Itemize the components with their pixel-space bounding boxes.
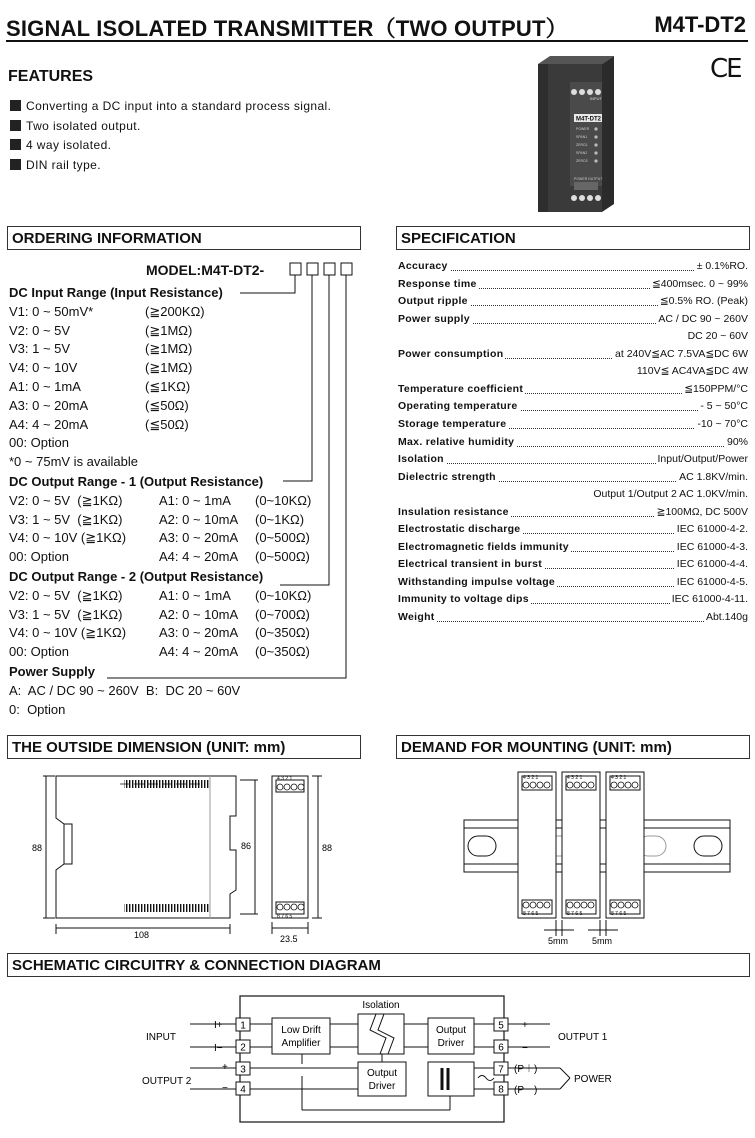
- page-header: [6, 10, 748, 42]
- spec-label: Max. relative humidity: [398, 435, 515, 448]
- spec-value: Abt.140g: [705, 611, 748, 623]
- leader-dots: [398, 621, 748, 622]
- list-item: A4: 4 ~ 20mA (≦50Ω): [9, 416, 189, 432]
- spec-row: [398, 453, 748, 469]
- output2-heading: DC Output Range - 2 (Output Resistance): [9, 568, 264, 584]
- output1-heading: DC Output Range - 1 (Output Resistance): [9, 473, 264, 489]
- spec-table: [398, 260, 748, 640]
- output1-label: OUTPUT 1: [558, 1032, 608, 1043]
- dim-height-outer: 88: [32, 843, 43, 853]
- front-terminal-bottom-label: 8 7 6 5: [277, 914, 293, 920]
- list-item: V2: 0 ~ 5V (≧1KΩ) A1: 0 ~ 1mA (0~10KΩ): [9, 587, 312, 603]
- spec-value: AC 1.8KV/min.: [679, 470, 748, 483]
- spec-label: Weight: [398, 611, 435, 623]
- feature-item: Converting a DC input into a standard process signal.: [10, 97, 331, 117]
- spec-row: [398, 313, 748, 329]
- spec-row: [398, 488, 748, 504]
- driver2-label-1: Output: [366, 1068, 398, 1079]
- dimension-drawing: [0, 760, 370, 950]
- mount-gap-2: 5mm: [592, 936, 612, 946]
- list-item: V3: 1 ~ 5V (≧1KΩ) A2: 0 ~ 10mA (0~1KΩ): [9, 511, 305, 527]
- svg-text:8 7 6 5: 8 7 6 5: [611, 911, 627, 917]
- power-supply-heading: Power Supply: [9, 663, 95, 679]
- spec-row: [398, 593, 748, 609]
- ordering-section-header: [7, 226, 361, 250]
- spec-row: [398, 471, 748, 487]
- spec-label: Response time: [398, 277, 477, 290]
- spec-value: 90%: [726, 435, 748, 448]
- list-item: 00: Option A4: 4 ~ 20mA (0~500Ω): [9, 549, 310, 565]
- spec-row: [398, 611, 748, 627]
- features-list: [10, 97, 331, 175]
- spec-row: [398, 541, 748, 557]
- spec-value: ± 0.1%RO.: [696, 260, 748, 272]
- svg-text:SPAN2: SPAN2: [576, 151, 588, 155]
- svg-text:4 3 2 1: 4 3 2 1: [611, 775, 627, 781]
- mount-gap-1: 5mm: [548, 936, 568, 946]
- spec-value: - 5 ~ 50°C: [700, 400, 748, 413]
- spec-row: [398, 365, 748, 381]
- feature-item: Two isolated output.: [10, 117, 331, 137]
- list-item: V3: 1 ~ 5V (≧1MΩ): [9, 341, 193, 357]
- driver2-label-2: Driver: [368, 1081, 396, 1092]
- output2-minus: −: [222, 1083, 228, 1094]
- mounting-section-header: [396, 735, 750, 759]
- spec-heading: SPECIFICATION: [401, 230, 516, 247]
- pin-3: 3: [240, 1064, 246, 1076]
- spec-value: at 240V≦AC 7.5VA≦DC 6W: [615, 347, 748, 360]
- page-title: SIGNAL ISOLATED TRANSMITTER（TWO OUTPUT）: [6, 16, 568, 41]
- features-heading: FEATURES: [8, 68, 94, 85]
- spec-value: IEC 61000-4-2.: [676, 523, 748, 536]
- ordering-heading: ORDERING INFORMATION: [12, 230, 202, 247]
- svg-text:POWER: POWER: [576, 127, 590, 131]
- spec-value: Output 1/Output 2 AC 1.0KV/min.: [593, 488, 748, 501]
- model-code: MODEL:M4T-DT2-: [146, 262, 265, 278]
- list-item: 00: Option: [9, 435, 69, 451]
- spec-row: [398, 436, 748, 452]
- list-item: V4: 0 ~ 10V (≧1KΩ) A3: 0 ~ 20mA (0~500Ω): [9, 530, 310, 546]
- svg-text:POWER: POWER: [574, 177, 588, 181]
- input-range-list: [9, 303, 359, 472]
- bullet-square-icon: [10, 159, 21, 170]
- dim-height-front: 88: [322, 843, 333, 853]
- output2-list: [9, 587, 359, 662]
- spec-label: Dielectric strength: [398, 470, 496, 483]
- spec-section-header: [396, 226, 750, 250]
- ce-mark-icon: CE: [710, 54, 741, 84]
- spec-label: Isolation: [398, 453, 444, 466]
- dim-width-side: 108: [134, 930, 150, 940]
- spec-row: [398, 278, 748, 294]
- feature-item: DIN rail type.: [10, 156, 331, 176]
- amp-label-1: Low Drift: [281, 1025, 321, 1036]
- input-range-heading: DC Input Range (Input Resistance): [9, 285, 223, 300]
- spec-value: 110V≦ AC4VA≦DC 4W: [636, 365, 748, 378]
- dim-width-front: 23.5: [280, 934, 298, 944]
- svg-text:ZERO2: ZERO2: [576, 159, 588, 163]
- driver1-label-1: Output: [435, 1025, 467, 1036]
- spec-value: ≦0.5% RO. (Peak): [659, 295, 748, 308]
- spec-label: Storage temperature: [398, 417, 507, 430]
- svg-text:ZERO1: ZERO1: [576, 143, 588, 147]
- spec-label: Power supply: [398, 312, 470, 325]
- spec-label: Electromagnetic fields immunity: [398, 540, 569, 553]
- list-item: V4: 0 ~ 10V (≧1KΩ) A3: 0 ~ 20mA (0~350Ω): [9, 625, 310, 641]
- pin-7: 7: [498, 1064, 504, 1076]
- spec-label: Insulation resistance: [398, 505, 509, 518]
- bullet-square-icon: [10, 100, 21, 111]
- pin-8: 8: [498, 1084, 504, 1096]
- spec-label: Immunity to voltage dips: [398, 593, 529, 606]
- spec-label: Withstanding impulse voltage: [398, 575, 556, 588]
- product-input-label: INPUT: [590, 96, 602, 101]
- pin-5: 5: [498, 1020, 504, 1032]
- pin-4: 4: [240, 1084, 246, 1096]
- spec-label: Output ripple: [398, 295, 468, 308]
- bullet-square-icon: [10, 120, 21, 131]
- spec-label: Accuracy: [398, 260, 448, 272]
- spec-value: DC 20 ~ 60V: [687, 330, 748, 343]
- list-item: V4: 0 ~ 10V (≧1MΩ): [9, 360, 193, 376]
- spec-value: IEC 61000-4-4.: [676, 558, 748, 571]
- spec-row: [398, 348, 748, 364]
- mounting-heading: DEMAND FOR MOUNTING (UNIT: mm): [401, 739, 672, 756]
- spec-value: IEC 61000-4-11.: [671, 593, 748, 606]
- spec-value: AC / DC 90 ~ 260V: [658, 312, 748, 325]
- amp-label-2: Amplifier: [281, 1038, 321, 1049]
- svg-text:SPAN1: SPAN1: [576, 135, 588, 139]
- power-plus: (P＋): [514, 1064, 538, 1075]
- list-item: A1: 0 ~ 1mA (≦1KΩ): [9, 378, 191, 394]
- driver1-label-2: Driver: [437, 1038, 465, 1049]
- power-minus: (P－): [514, 1085, 538, 1096]
- input-plus: I+: [214, 1020, 223, 1031]
- spec-row: [398, 295, 748, 311]
- spec-value: -10 ~ 70°C: [697, 417, 748, 430]
- dimension-section-header: [7, 735, 361, 759]
- pin-6: 6: [498, 1042, 504, 1054]
- svg-text:8 7 6 5: 8 7 6 5: [567, 911, 583, 917]
- dimension-heading: THE OUTSIDE DIMENSION (UNIT: mm): [12, 739, 286, 756]
- power-supply-line: 0: Option: [9, 701, 66, 717]
- spec-row: [398, 383, 748, 399]
- feature-item: 4 way isolated.: [10, 136, 331, 156]
- spec-row: [398, 330, 748, 346]
- spec-label: Temperature coefficient: [398, 382, 524, 395]
- input-note: *0 ~ 75mV is available: [9, 454, 138, 470]
- spec-value: ≧100MΩ, DC 500V: [656, 505, 748, 518]
- input-label: INPUT: [146, 1032, 176, 1043]
- svg-text:4 3 2 1: 4 3 2 1: [567, 775, 583, 781]
- spec-row: [398, 576, 748, 592]
- pin-2: 2: [240, 1042, 246, 1054]
- spec-value: IEC 61000-4-5.: [676, 575, 748, 588]
- output2-label: OUTPUT 2: [142, 1076, 192, 1087]
- svg-text:8 7 6 5: 8 7 6 5: [523, 911, 539, 917]
- isolation-label: Isolation: [362, 1000, 400, 1011]
- schematic-heading: SCHEMATIC CIRCUITRY & CONNECTION DIAGRAM: [12, 957, 381, 974]
- schematic-section-header: [7, 953, 750, 977]
- spec-value: IEC 61000-4-3.: [676, 540, 748, 553]
- product-photo: [530, 54, 630, 214]
- spec-label: Power consumption: [398, 347, 504, 360]
- spec-row: [398, 260, 748, 276]
- spec-row: [398, 400, 748, 416]
- product-model-label: M4T-DT2: [576, 116, 602, 123]
- spec-value: Input/Output/Power: [657, 453, 748, 466]
- schematic-diagram: [130, 990, 640, 1135]
- list-item: A3: 0 ~ 20mA (≦50Ω): [9, 397, 189, 413]
- mounting-drawing: [440, 764, 750, 954]
- dim-height-inner: 86: [241, 841, 252, 851]
- output1-minus: −: [522, 1043, 528, 1054]
- spec-label: Operating temperature: [398, 400, 518, 413]
- list-item: V2: 0 ~ 5V (≧1MΩ): [9, 322, 193, 338]
- front-terminal-top-label: 4 3 2 1: [277, 776, 293, 782]
- spec-row: [398, 418, 748, 434]
- ordering-body: [9, 284, 359, 719]
- power-supply-line: A: AC / DC 90 ~ 260V B: DC 20 ~ 60V: [9, 682, 241, 698]
- spec-label: Electrical transient in burst: [398, 558, 543, 571]
- spec-label: Electrostatic discharge: [398, 523, 521, 536]
- spec-row: [398, 558, 748, 574]
- output1-plus: +: [522, 1020, 528, 1031]
- power-label: POWER: [574, 1074, 612, 1085]
- bullet-square-icon: [10, 139, 21, 150]
- list-item: V2: 0 ~ 5V (≧1KΩ) A1: 0 ~ 1mA (0~10KΩ): [9, 492, 312, 508]
- svg-text:OUTPUT: OUTPUT: [588, 177, 603, 181]
- spec-value: ≦150PPM/°C: [684, 382, 748, 395]
- list-item: 00: Option A4: 4 ~ 20mA (0~350Ω): [9, 644, 310, 660]
- spec-value: ≦400msec. 0 ~ 99%: [651, 277, 748, 290]
- output1-list: [9, 492, 359, 567]
- spec-row: [398, 506, 748, 522]
- list-item: V1: 0 ~ 50mV* (≧200KΩ): [9, 303, 205, 319]
- list-item: V3: 1 ~ 5V (≧1KΩ) A2: 0 ~ 10mA (0~700Ω): [9, 606, 310, 622]
- model-number: M4T-DT2: [654, 12, 746, 37]
- output2-plus: +: [222, 1062, 228, 1073]
- svg-text:4 3 2 1: 4 3 2 1: [523, 775, 539, 781]
- spec-row: [398, 523, 748, 539]
- pin-1: 1: [240, 1020, 246, 1032]
- input-minus: I−: [214, 1043, 223, 1054]
